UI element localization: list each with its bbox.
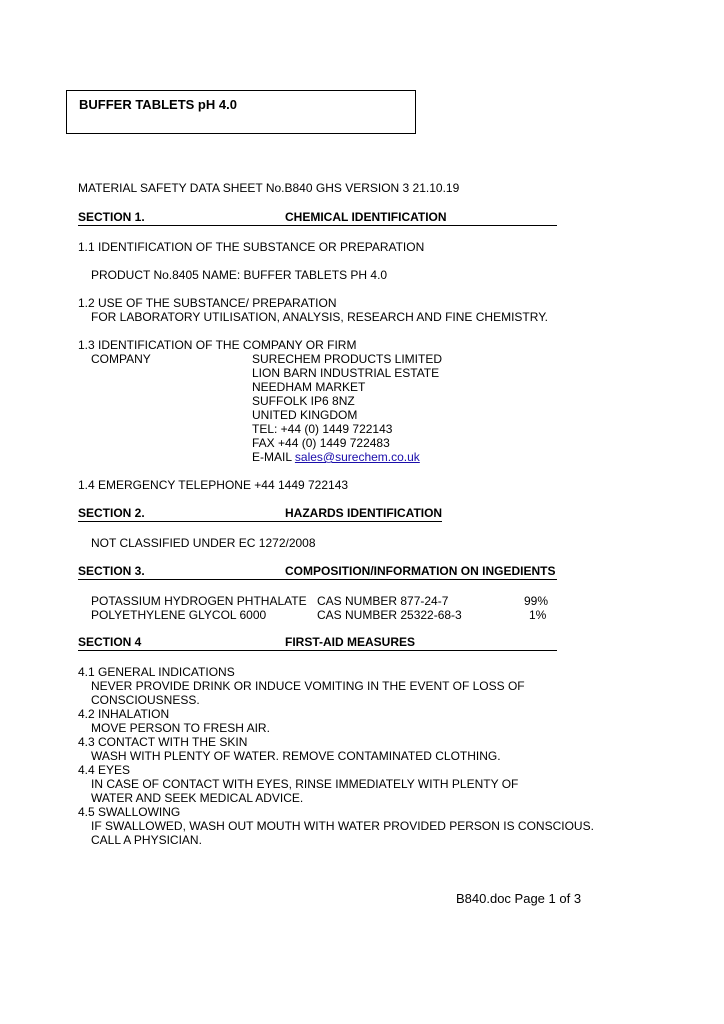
section-3-label: SECTION 3.: [78, 564, 145, 578]
section-1-rule: [78, 225, 557, 226]
first-aid-text: WATER AND SEEK MEDICAL ADVICE.: [91, 791, 304, 805]
title-box: [66, 90, 416, 134]
first-aid-text: CALL A PHYSICIAN.: [91, 833, 202, 847]
telephone-line: TEL: +44 (0) 1449 722143: [252, 422, 393, 436]
first-aid-text: IN CASE OF CONTACT WITH EYES, RINSE IMMEDIATELY WITH PLENTY OF: [91, 777, 519, 791]
company-label: COMPANY: [91, 352, 151, 366]
first-aid-text: MOVE PERSON TO FRESH AIR.: [91, 721, 270, 735]
section-4-label: SECTION 4: [78, 635, 142, 649]
subsection-1-4-emergency-telephone: 1.4 EMERGENCY TELEPHONE +44 1449 722143: [78, 478, 349, 492]
section-4-rule: [78, 650, 557, 651]
first-aid-text: NEVER PROVIDE DRINK OR INDUCE VOMITING IN THE EVENT OF LOSS OF: [91, 679, 525, 693]
email-label: E-MAIL: [252, 450, 295, 464]
section-3-rule: [78, 579, 557, 580]
address-line: NEEDHAM MARKET: [252, 380, 366, 394]
section-1-title: CHEMICAL IDENTIFICATION: [285, 210, 447, 224]
first-aid-text: WASH WITH PLENTY OF WATER. REMOVE CONTAMINATED CLOTHING.: [91, 749, 501, 763]
section-2-label: SECTION 2.: [78, 506, 145, 520]
section-3-title: COMPOSITION/INFORMATION ON INGEDIENTS: [285, 564, 556, 578]
product-line: PRODUCT No.8405 NAME: BUFFER TABLETS PH 4.0: [91, 268, 388, 282]
address-line: SURECHEM PRODUCTS LIMITED: [252, 352, 443, 366]
section-2-title: HAZARDS IDENTIFICATION: [285, 506, 443, 520]
ingredient-percent: 99%: [524, 594, 549, 608]
first-aid-heading: 4.4 EYES: [78, 763, 131, 777]
ingredient-percent: 1%: [529, 608, 547, 622]
subsection-1-1-heading: 1.1 IDENTIFICATION OF THE SUBSTANCE OR PREPARATION: [78, 240, 425, 254]
ingredient-name: POTASSIUM HYDROGEN PHTHALATE: [91, 594, 307, 608]
address-line: SUFFOLK IP6 8NZ: [252, 394, 355, 408]
ingredient-cas: CAS NUMBER 877-24-7: [317, 594, 449, 608]
first-aid-text: IF SWALLOWED, WASH OUT MOUTH WITH WATER PROVIDED PERSON IS CONSCIOUS.: [91, 819, 594, 833]
first-aid-heading: 4.2 INHALATION: [78, 707, 170, 721]
fax-line: FAX +44 (0) 1449 722483: [252, 436, 390, 450]
section-4-title: FIRST-AID MEASURES: [285, 635, 416, 649]
address-line: UNITED KINGDOM: [252, 408, 358, 422]
subsection-1-3-heading: 1.3 IDENTIFICATION OF THE COMPANY OR FIRM: [78, 338, 357, 352]
page-footer: B840.doc Page 1 of 3: [456, 891, 582, 906]
first-aid-heading: 4.1 GENERAL INDICATIONS: [78, 665, 235, 679]
address-line: LION BARN INDUSTRIAL ESTATE: [252, 366, 440, 380]
first-aid-heading: 4.3 CONTACT WITH THE SKIN: [78, 735, 248, 749]
hazards-statement: NOT CLASSIFIED UNDER EC 1272/2008: [91, 536, 316, 550]
document-title: BUFFER TABLETS pH 4.0: [79, 97, 237, 112]
email-link[interactable]: sales@surechem.co.uk: [294, 450, 420, 464]
section-2-rule: [78, 521, 442, 522]
first-aid-text: CONSCIOUSNESS.: [91, 693, 200, 707]
email-line: [252, 450, 420, 464]
msds-header-line: MATERIAL SAFETY DATA SHEET No.B840 GHS VERSION 3 21.10.19: [78, 181, 460, 195]
subsection-1-2-heading: 1.2 USE OF THE SUBSTANCE/ PREPARATION: [78, 296, 337, 310]
use-description: FOR LABORATORY UTILISATION, ANALYSIS, RESEARCH AND FINE CHEMISTRY.: [91, 310, 549, 324]
ingredient-cas: CAS NUMBER 25322-68-3: [317, 608, 462, 622]
ingredient-name: POLYETHYLENE GLYCOL 6000: [91, 608, 267, 622]
section-1-label: SECTION 1.: [78, 210, 145, 224]
first-aid-heading: 4.5 SWALLOWING: [78, 805, 181, 819]
